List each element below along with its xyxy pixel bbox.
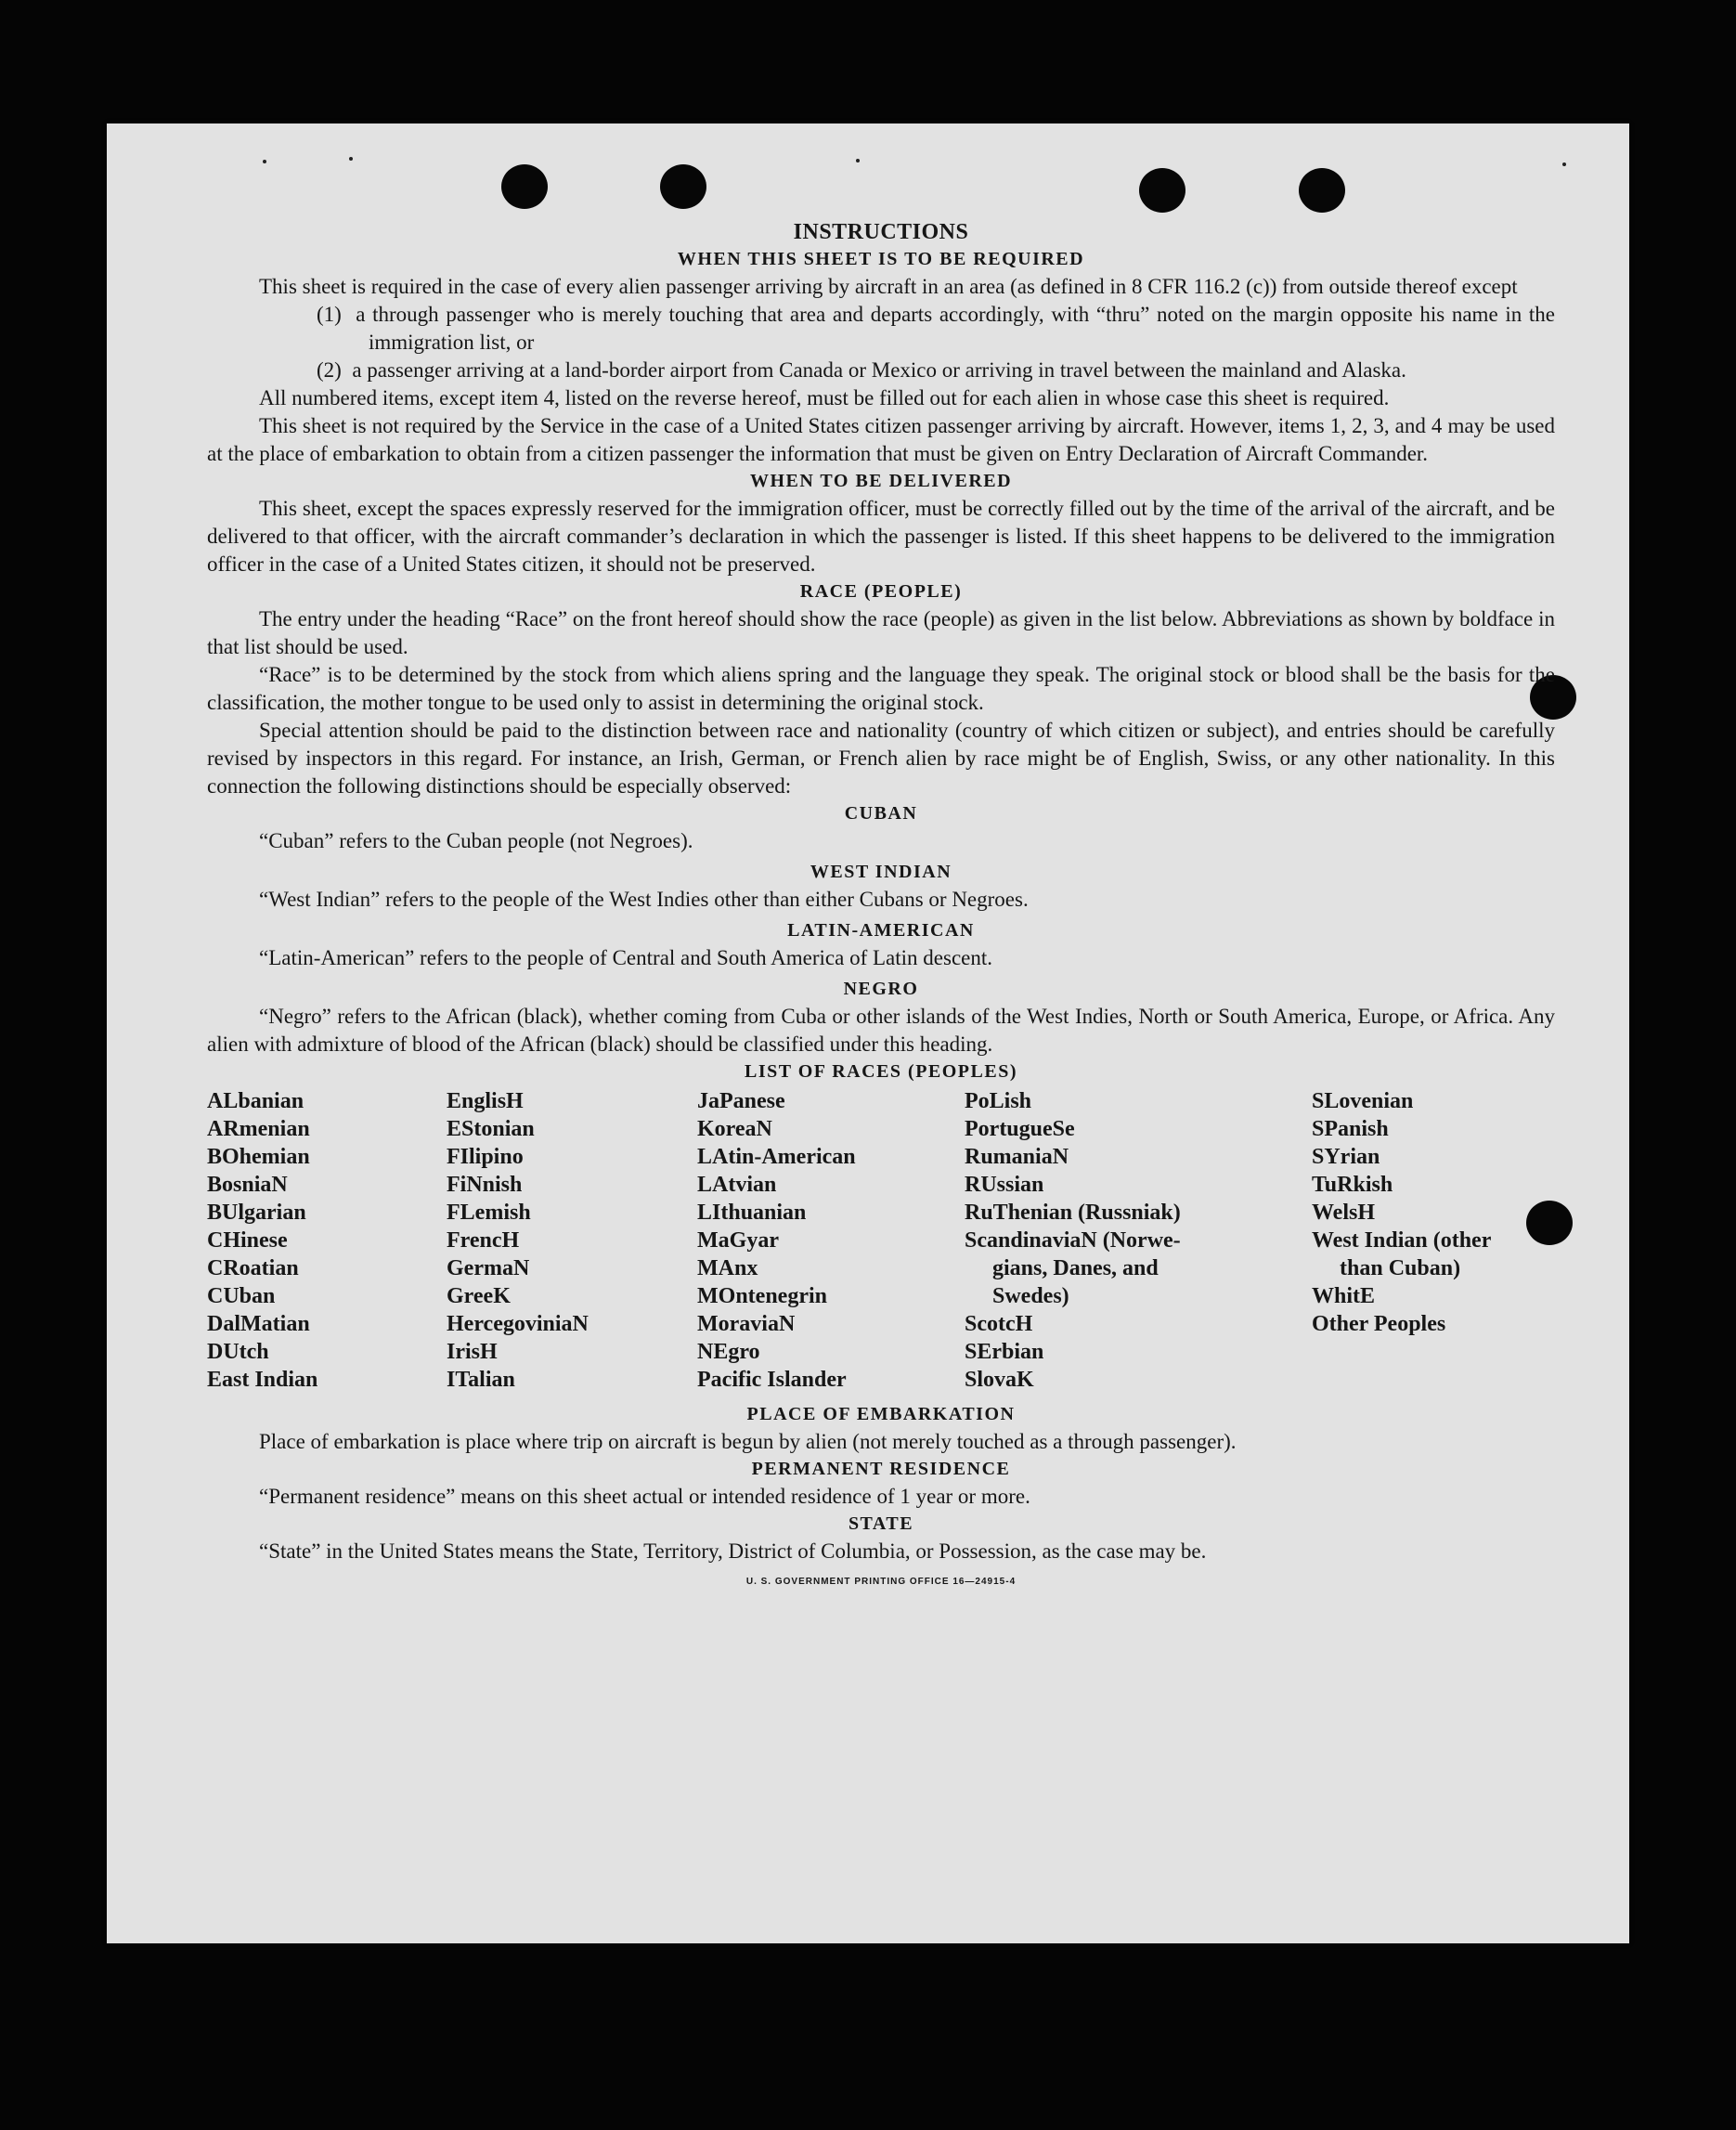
- race-entry: TuRkish: [1312, 1173, 1393, 1197]
- race-entry: IrisH: [447, 1340, 498, 1364]
- race-entry: KoreaN: [697, 1117, 772, 1141]
- race-entry: RUssian: [965, 1173, 1044, 1197]
- speck: [856, 159, 860, 162]
- exception-item-1: (1) a through passenger who is merely touching that area and departs accordingly, with “thru” noted on the margin opposite his name in the immigration list, or: [317, 303, 1556, 354]
- when-delivered-text: This sheet, except the spaces expressly reserved for the immigration officer, must be correctly filled out by the time of the arrival of the aircraft, and be delivered to that officer, with the aircraft commander’s declaration in which the passenger is listed. If this sheet happens to be delivered to the immigration officer in the case of a United States citizen, it should not be preserved.: [207, 497, 1555, 576]
- race-entry: gians, Danes, and: [992, 1256, 1159, 1280]
- race-entry: LAtvian: [697, 1173, 777, 1197]
- race-entry: EStonian: [447, 1117, 535, 1141]
- race-entry: RumaniaN: [965, 1145, 1069, 1169]
- punch-hole: [660, 164, 706, 209]
- race-entry: Pacific Islander: [697, 1368, 847, 1392]
- race-entry: BUlgarian: [207, 1201, 306, 1225]
- race-entry: FrencH: [447, 1228, 520, 1253]
- punch-hole: [501, 164, 548, 209]
- race-entry: FiNnish: [447, 1173, 523, 1197]
- state-text: “State” in the United States means the State, Territory, District of Columbia, or Possession, as the case may be.: [259, 1539, 1207, 1563]
- race-entry: DUtch: [207, 1340, 269, 1364]
- races-column: [207, 1087, 447, 1394]
- race-entry: SLovenian: [1312, 1089, 1414, 1113]
- race-entry: GermaN: [447, 1256, 530, 1280]
- race-entry: CHinese: [207, 1228, 288, 1253]
- race-entry: MaGyar: [697, 1228, 779, 1253]
- negro-definition: “Negro” refers to the African (black), whether coming from Cuba or other islands of the West Indies, North or South America, Europe, or Africa. Any alien with admixture of blood of the African (black) should be classified under this heading.: [207, 1005, 1555, 1056]
- heading-race: RACE (PEOPLE): [799, 581, 963, 602]
- heading-when-required: WHEN THIS SHEET IS TO BE REQUIRED: [677, 249, 1085, 269]
- races-column: [447, 1087, 697, 1394]
- race-entry: SPanish: [1312, 1117, 1389, 1141]
- race-entry: ALbanian: [207, 1089, 304, 1113]
- when-required-intro: This sheet is required in the case of every alien passenger arriving by aircraft in an area (as defined in 8 CFR 116.2 (c)) from outside thereof except: [259, 275, 1518, 298]
- latin-american-definition: “Latin-American” refers to the people of Central and South America of Latin descent.: [259, 946, 992, 969]
- race-entry: LAtin-American: [697, 1145, 856, 1169]
- race-entry: MAnx: [697, 1256, 758, 1280]
- race-entry: CUban: [207, 1284, 276, 1308]
- race-entry: EnglisH: [447, 1089, 524, 1113]
- race-entry: East Indian: [207, 1368, 318, 1392]
- race-entry: MoraviaN: [697, 1312, 796, 1336]
- punch-hole: [1139, 168, 1185, 213]
- residence-text: “Permanent residence” means on this sheet actual or intended residence of 1 year or more.: [259, 1485, 1030, 1508]
- heading-embarkation: PLACE OF EMBARKATION: [746, 1404, 1016, 1424]
- race-para1: The entry under the heading “Race” on the front hereof should show the race (people) as given in the list below. Abbreviations as shown by boldface in that list should be used.: [207, 607, 1555, 658]
- race-entry: GreeK: [447, 1284, 511, 1308]
- race-entry: WhitE: [1312, 1284, 1376, 1308]
- races-column: [697, 1087, 965, 1394]
- west-indian-definition: “West Indian” refers to the people of the West Indies other than either Cubans or Negroes.: [259, 888, 1029, 911]
- race-entry: WelsH: [1312, 1201, 1376, 1225]
- heading-latin-american: LATIN-AMERICAN: [787, 920, 975, 941]
- document-sheet: [107, 123, 1629, 1943]
- heading-when-delivered: WHEN TO BE DELIVERED: [749, 471, 1013, 491]
- race-entry: ARmenian: [207, 1117, 310, 1141]
- embarkation-text: Place of embarkation is place where trip on aircraft is begun by alien (not merely touched as a through passenger).: [259, 1430, 1237, 1453]
- race-para3: Special attention should be paid to the distinction between race and nationality (country of which citizen or subject), and entries should be carefully revised by inspectors in this regard. For instance, an Irish, German, or French alien by race might be of English, Swiss, or any other nationality. In this connection the following distinctions should be especially observed:: [207, 719, 1555, 798]
- speck: [1562, 162, 1566, 166]
- race-entry: CRoatian: [207, 1256, 299, 1280]
- heading-list-of-races: LIST OF RACES (PEOPLES): [744, 1061, 1017, 1082]
- heading-residence: PERMANENT RESIDENCE: [751, 1459, 1011, 1479]
- races-list: [207, 1087, 1555, 1394]
- race-entry: LIthuanian: [697, 1201, 807, 1225]
- heading-cuban: CUBAN: [844, 803, 918, 824]
- instructions-body: [207, 218, 1555, 1596]
- race-entry: ScotcH: [965, 1312, 1033, 1336]
- race-entry: HercegoviniaN: [447, 1312, 589, 1336]
- instructions-title: INSTRUCTIONS: [793, 220, 969, 244]
- race-entry: BOhemian: [207, 1145, 310, 1169]
- race-entry: FIlipino: [447, 1145, 524, 1169]
- race-entry: DalMatian: [207, 1312, 310, 1336]
- punch-hole: [1299, 168, 1345, 213]
- exception-item-2: (2) a passenger arriving at a land-border airport from Canada or Mexico or arriving in travel between the mainland and Alaska.: [317, 358, 1406, 382]
- speck: [349, 157, 353, 161]
- cuban-definition: “Cuban” refers to the Cuban people (not Negroes).: [259, 829, 693, 852]
- races-column: [1312, 1087, 1555, 1394]
- heading-west-indian: WEST INDIAN: [810, 862, 952, 882]
- race-entry: than Cuban): [1340, 1256, 1461, 1280]
- speck: [263, 160, 266, 163]
- race-entry: NEgro: [697, 1340, 760, 1364]
- race-entry: RuThenian (Russniak): [965, 1201, 1181, 1225]
- race-entry: SErbian: [965, 1340, 1044, 1364]
- heading-state: STATE: [848, 1513, 914, 1534]
- when-required-para3: This sheet is not required by the Service in the case of a United States citizen passenger arriving by aircraft. However, items 1, 2, 3, and 4 may be used at the place of embarkation to obtain from a citizen passenger the information that must be given on Entry Declaration of Aircraft Commander.: [207, 414, 1555, 465]
- printing-office-imprint: U. S. GOVERNMENT PRINTING OFFICE 16—24915-4: [745, 1577, 1017, 1587]
- race-entry: Swedes): [992, 1284, 1069, 1308]
- race-entry: Other Peoples: [1312, 1312, 1446, 1336]
- race-entry: ITalian: [447, 1368, 515, 1392]
- race-entry: FLemish: [447, 1201, 531, 1225]
- race-entry: JaPanese: [697, 1089, 785, 1113]
- race-entry: ScandinaviaN (Norwe-: [965, 1228, 1181, 1253]
- race-entry: PortugueSe: [965, 1117, 1075, 1141]
- heading-negro: NEGRO: [843, 979, 919, 999]
- race-entry: PoLish: [965, 1089, 1032, 1113]
- race-entry: MOntenegrin: [697, 1284, 827, 1308]
- race-entry: SYrian: [1312, 1145, 1380, 1169]
- race-entry: BosniaN: [207, 1173, 288, 1197]
- races-column: [965, 1087, 1312, 1394]
- race-para2: “Race” is to be determined by the stock from which aliens spring and the language they speak. The original stock or blood shall be the basis for the classification, the mother tongue to be used only to assist in determining the original stock.: [207, 663, 1555, 714]
- race-entry: SlovaK: [965, 1368, 1034, 1392]
- race-entry: West Indian (other: [1312, 1228, 1492, 1253]
- when-required-para2: All numbered items, except item 4, listed on the reverse hereof, must be filled out for each alien in whose case this sheet is required.: [259, 386, 1390, 409]
